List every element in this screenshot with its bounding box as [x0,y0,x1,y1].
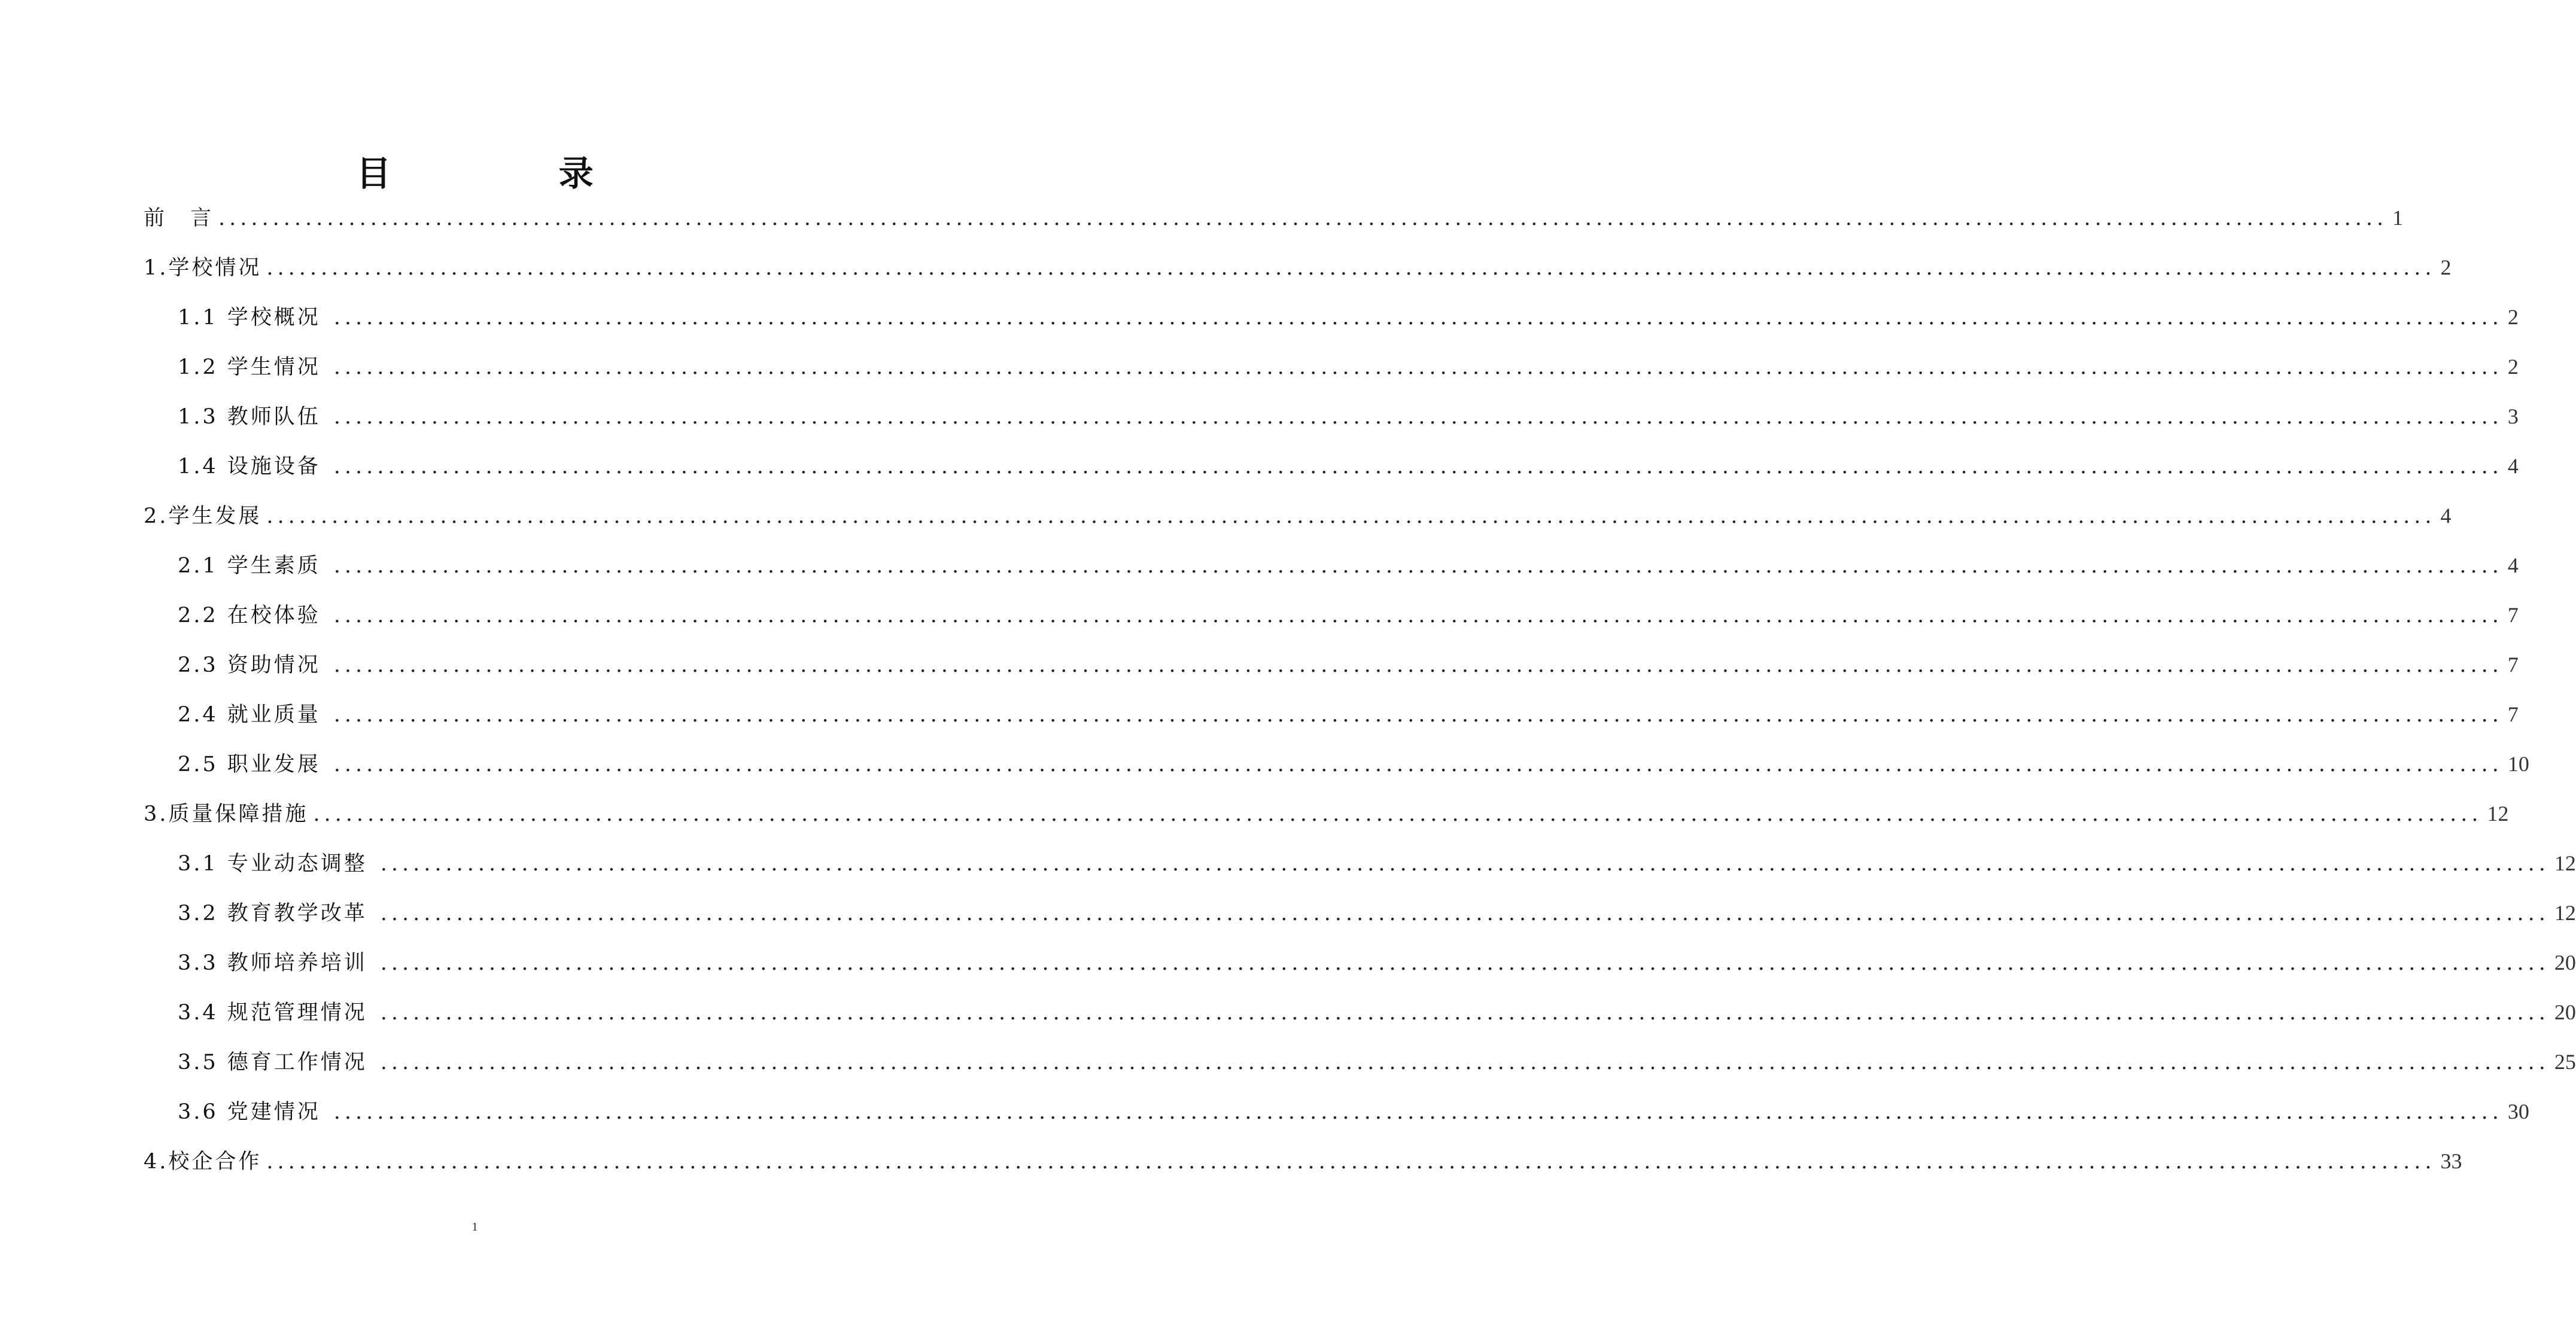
toc-entry[interactable] [144,449,2519,498]
toc-entry[interactable] [144,747,2529,796]
toc-entry-page: 4 [2440,504,2452,528]
toc-entry-label: 2.4 就业质量 [178,703,321,727]
toc-entry[interactable] [144,846,2576,896]
toc-entry[interactable] [144,647,2519,697]
toc-entry-page: 1 [2392,206,2404,230]
toc-entry[interactable] [144,1094,2529,1144]
toc-entry-page: 12 [2487,802,2509,826]
toc-entry-label: 3.质量保障措施 [144,802,309,826]
toc-entry-label: 3.2 教育教学改革 [178,902,367,925]
toc-entry-page: 20 [2554,1000,2576,1024]
toc-entry-label: 3.6 党建情况 [178,1100,321,1124]
toc-entry[interactable] [144,548,2519,598]
toc-entry-page: 10 [2507,752,2529,776]
toc-entry-page: 7 [2507,702,2519,726]
toc-entry-label: 1.4 设施设备 [178,455,321,479]
toc-entry-label: 3.4 规范管理情况 [178,1001,367,1025]
toc-entry[interactable] [144,1044,2576,1094]
toc-leader-dots: ........................................................................................................................................................................................................ [333,604,2503,628]
toc-entry-label: 1.2 学生情况 [178,355,321,379]
toc-leader-dots: ........................................................................................................................................................................................................ [380,1050,2550,1074]
toc-entry[interactable] [144,200,2404,250]
toc-entry-page: 4 [2507,454,2519,478]
toc-entry-page: 33 [2440,1149,2462,1173]
toc-leader-dots: ........................................................................................................................................................................................................ [333,554,2503,578]
toc-entry[interactable] [144,349,2519,399]
table-of-contents [144,200,2576,1193]
toc-entry[interactable] [144,896,2576,945]
toc-entry-label: 3.3 教师培养培训 [178,951,367,975]
toc-leader-dots: ........................................................................................................................................................................................................ [333,355,2503,379]
toc-entry-page: 30 [2507,1100,2529,1123]
toc-entry-page: 7 [2507,603,2519,627]
toc-entry-label: 3.1 专业动态调整 [178,852,367,876]
toc-entry-page: 25 [2554,1050,2576,1074]
toc-entry-label: 2.5 职业发展 [178,753,321,776]
toc-entry-label: 1.1 学校概况 [178,306,321,330]
toc-entry[interactable] [144,300,2519,349]
toc-entry[interactable] [144,945,2576,995]
toc-leader-dots: ........................................................................................................................................................................................................ [380,902,2550,925]
toc-entry[interactable] [144,697,2519,747]
toc-leader-dots: ........................................................................................................................................................................................................ [333,703,2503,727]
toc-entry-label: 前 言 [144,206,214,230]
toc-entry[interactable] [144,399,2519,449]
toc-entry-label: 2.3 资助情况 [178,653,321,677]
toc-entry[interactable] [144,598,2519,647]
toc-leader-dots: ........................................................................................................................................................................................................ [380,1001,2550,1025]
toc-entry-page: 12 [2554,901,2576,925]
toc-leader-dots: ........................................................................................................................................................................................................ [266,1150,2436,1174]
toc-entry-label: 2.1 学生素质 [178,554,321,578]
toc-entry[interactable] [144,498,2452,548]
toc-leader-dots: ........................................................................................................................................................................................................ [333,405,2503,429]
toc-entry-page: 12 [2554,851,2576,875]
toc-entry[interactable] [144,1144,2462,1193]
toc-entry-page: 3 [2507,404,2519,428]
page-title: 目 录 [356,153,671,194]
toc-entry-label: 3.5 德育工作情况 [178,1050,367,1074]
toc-entry-label: 2.学生发展 [144,504,262,528]
toc-entry-page: 2 [2440,255,2452,279]
toc-leader-dots: ........................................................................................................................................................................................................ [333,653,2503,677]
toc-entry-page: 7 [2507,653,2519,677]
toc-leader-dots: ........................................................................................................................................................................................................ [333,306,2503,330]
toc-leader-dots: ........................................................................................................................................................................................................ [266,504,2436,528]
toc-entry-label: 2.2 在校体验 [178,604,321,628]
toc-entry[interactable] [144,796,2509,846]
toc-leader-dots: ........................................................................................................................................................................................................ [313,802,2483,826]
toc-leader-dots: ........................................................................................................................................................................................................ [333,1100,2503,1124]
toc-entry-page: 4 [2507,553,2519,577]
toc-entry-label: 4.校企合作 [144,1150,262,1174]
toc-entry-label: 1.3 教师队伍 [178,405,321,429]
footer-page-number: 1 [472,1220,478,1234]
toc-leader-dots: ........................................................................................................................................................................................................ [333,753,2503,776]
toc-entry-label: 1.学校情况 [144,256,262,280]
toc-entry[interactable] [144,995,2576,1044]
toc-leader-dots: ........................................................................................................................................................................................................ [218,206,2388,230]
toc-leader-dots: ........................................................................................................................................................................................................ [380,951,2550,975]
toc-leader-dots: ........................................................................................................................................................................................................ [266,256,2436,280]
toc-entry-page: 2 [2507,355,2519,379]
toc-entry-page: 2 [2507,305,2519,329]
toc-leader-dots: ........................................................................................................................................................................................................ [333,455,2503,479]
toc-entry-page: 20 [2554,951,2576,974]
toc-leader-dots: ........................................................................................................................................................................................................ [380,852,2550,876]
toc-entry[interactable] [144,250,2452,300]
